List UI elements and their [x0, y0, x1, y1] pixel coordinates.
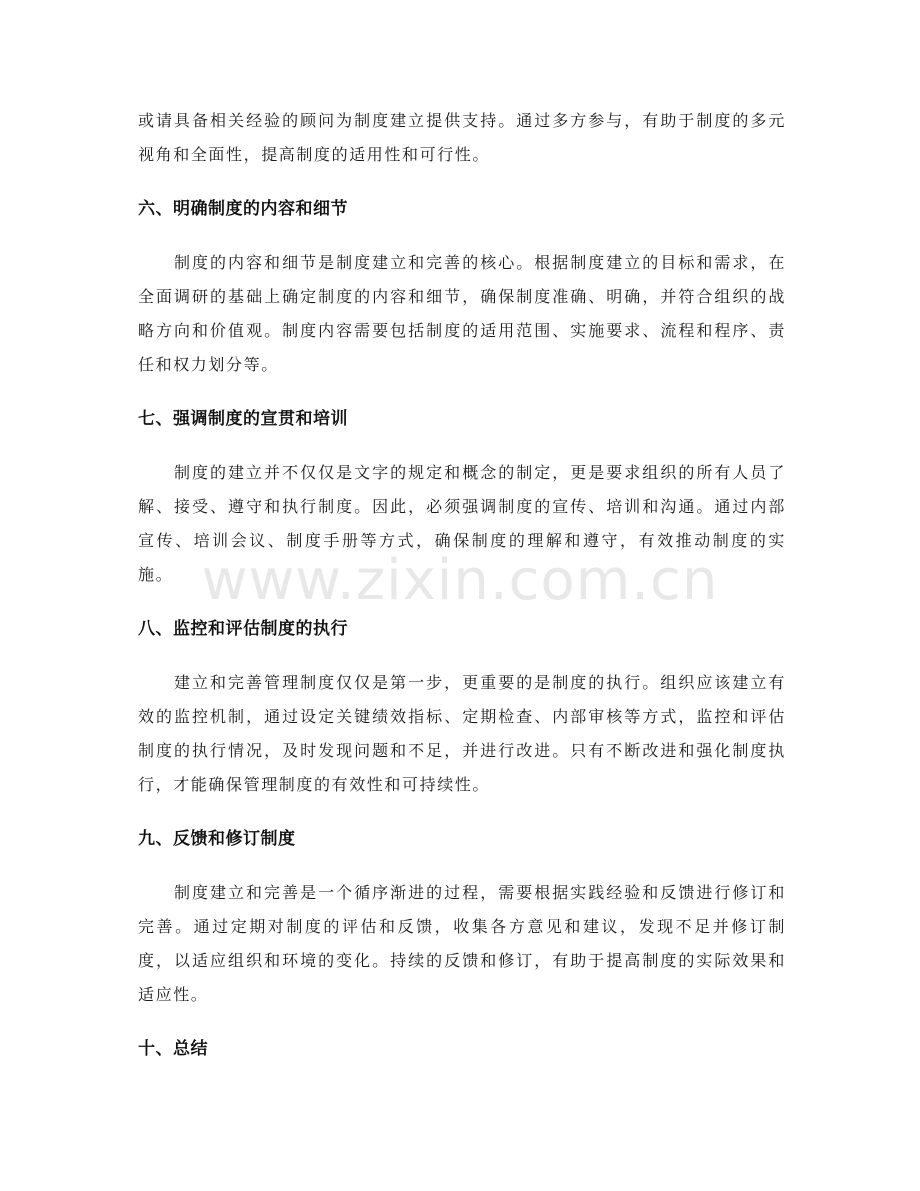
intro-paragraph: 或请具备相关经验的顾问为制度建立提供支持。通过多方参与，有助于制度的多元视角和全面性，提高制度的适用性和可行性。 — [138, 111, 786, 164]
section-heading-6: 六、明确制度的内容和细节 — [138, 199, 348, 219]
section-heading-7: 七、强调制度的宣贯和培训 — [138, 409, 348, 429]
section-body-6: 制度的内容和细节是制度建立和完善的核心。根据制度建立的目标和需求，在全面调研的基础上确定制度的内容和细节，确保制度准确、明确，并符合组织的战略方向和价值观。制度内容需要包括制度的适用范围、实施要求、流程和程序、责任和权力划分等。 — [138, 253, 786, 374]
section-body-8: 建立和完善管理制度仅仅是第一步，更重要的是制度的执行。组织应该建立有效的监控机制，通过设定关键绩效指标、定期检查、内部审核等方式，监控和评估制度的执行情况，及时发现问题和不足，并进行改进。只有不断改进和强化制度执行，才能确保管理制度的有效性和可持续性。 — [138, 673, 786, 794]
section-heading-10: 十、总结 — [138, 1039, 208, 1059]
document-body — [138, 104, 786, 1066]
watermark-text: www.zixin.com.cn — [201, 548, 719, 613]
section-heading-8: 八、监控和评估制度的执行 — [138, 619, 348, 639]
section-body-7: 制度的建立并不仅仅是文字的规定和概念的制定，更是要求组织的所有人员了解、接受、遵守和执行制度。因此，必须强调制度的宣传、培训和沟通。通过内部宣传、培训会议、制度手册等方式，确保制度的理解和遵守，有效推动制度的实施。 — [138, 463, 786, 584]
section-body-9: 制度建立和完善是一个循序渐进的过程，需要根据实践经验和反馈进行修订和完善。通过定期对制度的评估和反馈，收集各方意见和建议，发现不足并修订制度，以适应组织和环境的变化。持续的反馈和修订，有助于提高制度的实际效果和适应性。 — [138, 883, 786, 1004]
section-heading-9: 九、反馈和修订制度 — [138, 829, 296, 849]
